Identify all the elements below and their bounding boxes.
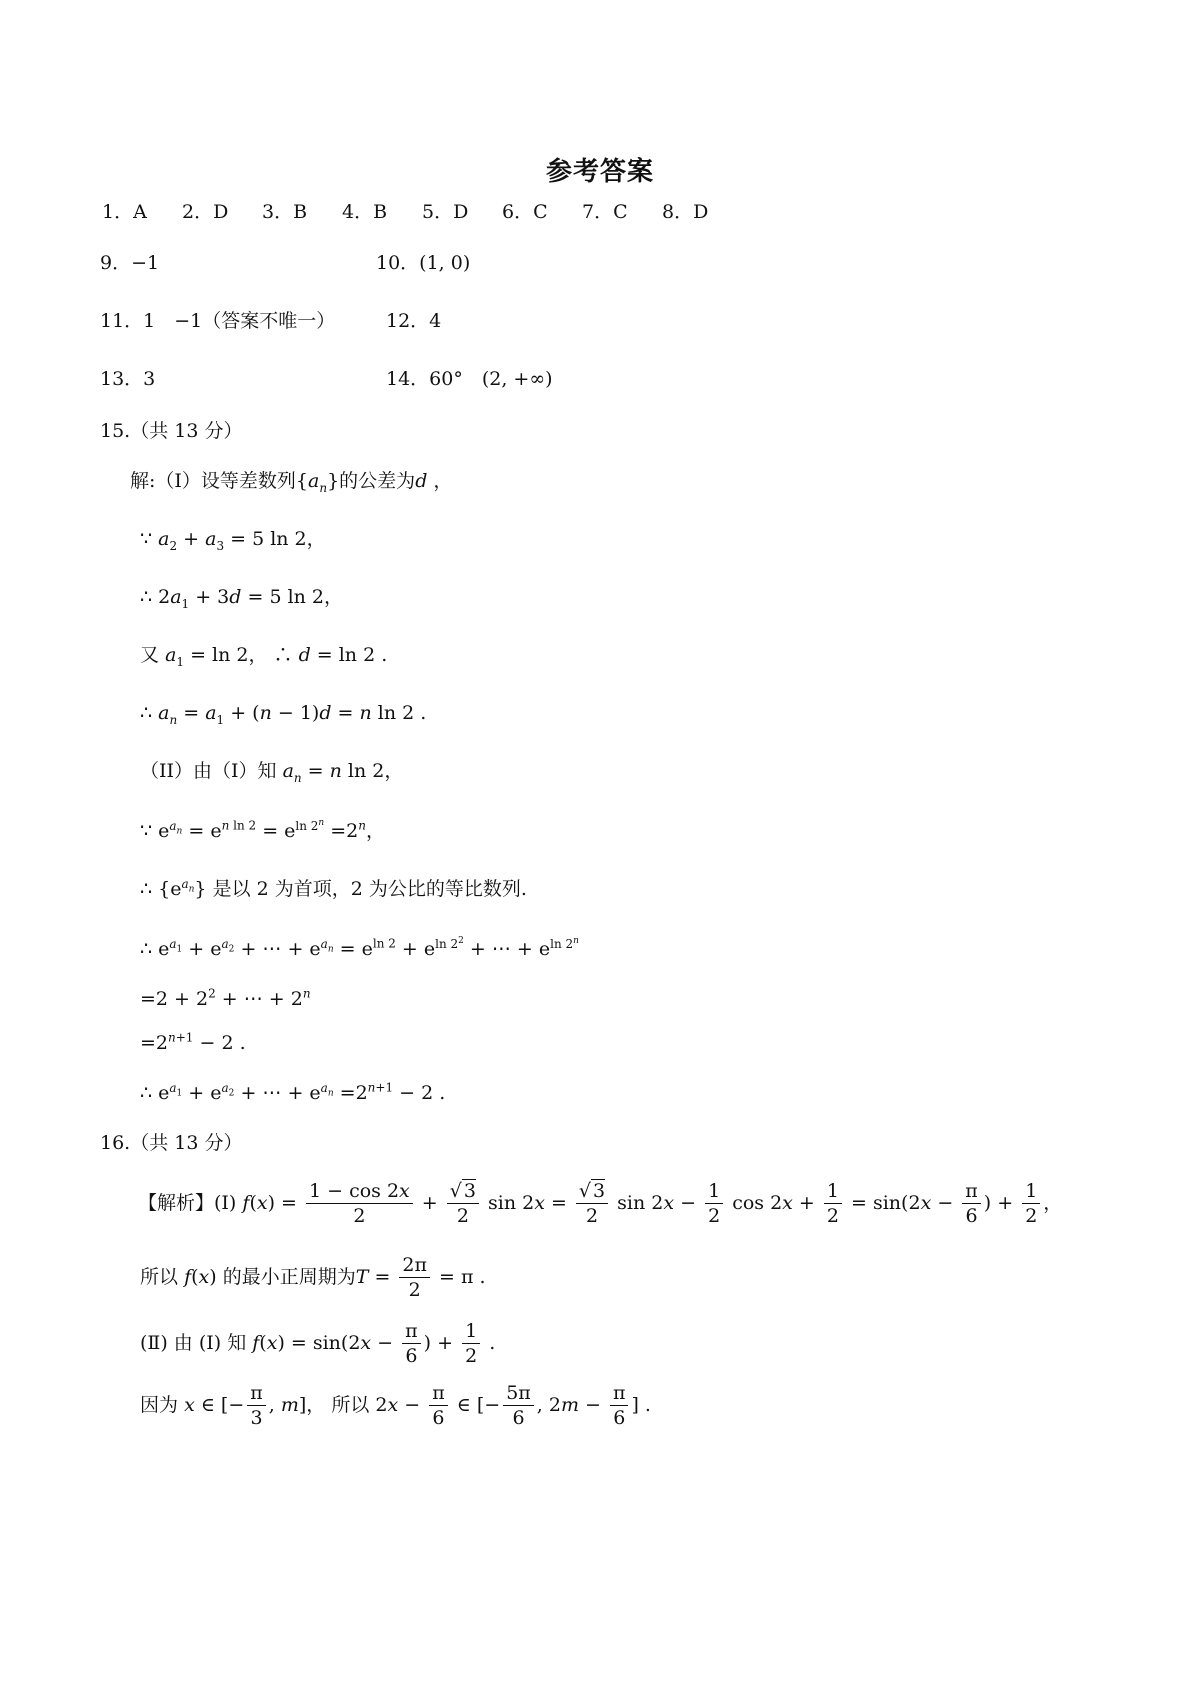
q15-line-4: 又 $a_1 = \ln 2$， ∴ d = ln 2 . [140, 644, 388, 669]
mc-answer-1: 1．A [102, 201, 147, 223]
q15-header: 15.（共 13 分） [100, 420, 243, 442]
q15-line-11: $=2^{n+1} - 2$ . [140, 1030, 246, 1054]
mc-answer-4: 4．B [342, 201, 388, 223]
q15-solve-prefix: 解:（I）设等差数列 [130, 470, 296, 492]
q15-solve-mid: 的公差为 [339, 470, 416, 492]
q16-period-mid: 的最小正周期为 [222, 1266, 356, 1288]
q16-header: 16.（共 13 分） [100, 1132, 243, 1154]
mc-answer-3: 3．B [262, 201, 308, 223]
q15-you: 又 [140, 644, 160, 666]
mc-answer-7: 7．C [582, 201, 628, 223]
q15-line-9: ∴ $e^{a_1} + e^{a_2}$ + ⋯ + $e^{a_n} = e^{ln 2} + e^{ln 2^2}$ + ⋯ + $e^{ln 2^n}$ [140, 935, 579, 960]
q15-part2-prefix: （II）由（I）知 [140, 760, 277, 782]
q16-jiexi: 【解析】(Ⅰ) [138, 1192, 237, 1214]
q16-line-2: 所以 f(x) 的最小正周期为T = $\frac{2\pi}{2}$ = π . [140, 1254, 486, 1301]
q16-because: 因为 [140, 1394, 179, 1416]
q16-line-3: (Ⅱ) 由 (Ⅰ) 知 f(x) = sin(2x − $\frac{\pi}{6}$ ) + $\frac{1}{2}$ . [140, 1320, 496, 1367]
answer-12: 12．4 [386, 310, 442, 332]
q16-period-prefix: 所以 [140, 1266, 179, 1288]
mc-answer-6: 6．C [502, 201, 548, 223]
answer-14: 14．60° (2, +∞) [386, 368, 553, 390]
q15-geo-text: 是以 2 为首项，2 为公比的等比数列. [212, 878, 527, 900]
mc-answers [102, 203, 742, 222]
page-title: 参考答案 [545, 157, 654, 187]
q15-line-12: ∴ $e^{a_1} + e^{a_2}$ + ⋯ + $e^{a_n} =2^{n+1} - 2$ . [140, 1080, 446, 1104]
mc-answer-8: 8．D [662, 201, 709, 223]
q16-line-4: 因为 x ∈ [− $\frac{\pi}{3}$ , m]， 所以 2x − $\frac{\pi}{6}$ ∈ [− $\frac{5\pi}{6}$ , 2m − $\frac{\pi}{6}$ ] . [140, 1382, 651, 1429]
q15-line-1: 解:（I）设等差数列$\{a_n\}$的公差为d ， [130, 470, 453, 495]
answer-13: 13．3 [100, 368, 156, 390]
mc-answer-2: 2．D [182, 201, 229, 223]
q15-line-3: ∴ $2a_1 + 3d = 5$ ln 2， [140, 586, 344, 611]
q15-line-8: ∴ $\{e^{a_n}\}$ 是以 2 为首项，2 为公比的等比数列. [140, 876, 527, 900]
answer-9: 9．−1 [100, 252, 160, 274]
answer-11: 11．1 −1（答案不唯一） [100, 310, 336, 332]
q15-line-6: （II）由（I）知 $a_n = n$ ln 2， [140, 760, 404, 785]
q16-line-1: 【解析】(Ⅰ) f(x) = $\frac{1 - \cos 2x}{2}$ + $\frac{√ 3}{2}$ sin 2x = $\frac{√ 3}{2}$ sin 2x − $\frac{1}{2}$ cos 2x + $\frac{1}{2}$ = sin(2x − $\frac{\pi}{6}$ ) + $\frac{1}{2}$ ， [138, 1180, 1063, 1227]
q15-line-7: ∵ $e^{a_n} = e^{n ln 2} = e^{ln 2^n} =2^n$， [140, 817, 386, 842]
q15-line-2: ∵ $a_2 + a_3 = 5$ ln 2， [140, 528, 326, 553]
q15-line-5: ∴ $a_n = a_1 + (n - 1)d = n$ ln 2 . [140, 702, 427, 727]
q16-part2-prefix: (Ⅱ) 由 (Ⅰ) 知 [140, 1332, 247, 1354]
q15-line-10: $=2 + 2^2$ + ⋯ + $2^n$ [140, 986, 311, 1010]
mc-answer-5: 5．D [422, 201, 469, 223]
q16-so: 所以 [331, 1394, 370, 1416]
answer-10: 10．(1, 0) [376, 252, 471, 274]
